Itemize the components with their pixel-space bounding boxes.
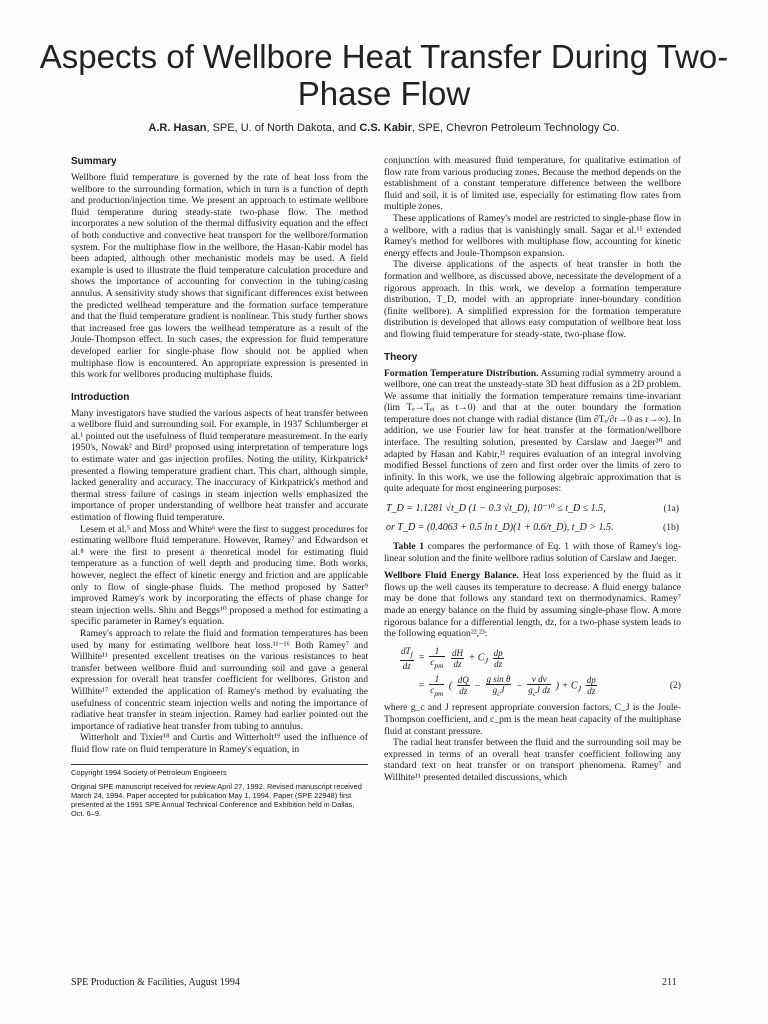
table-1-paragraph <box>384 541 681 564</box>
paper-title: Aspects of Wellbore Heat Transfer During Two-Phase Flow <box>39 38 729 112</box>
copyright-line: Copyright 1994 Society of Petroleum Engineers <box>71 767 227 777</box>
equation-1a-number: (1a) <box>663 503 679 515</box>
conversion-factors-paragraph: where g_c and J represent appropriate conversion factors, C_J is the Joule-Thompson coefficient, and c_pm is the mean heat capacity of the multiphase fluid at constant pressure. <box>384 702 681 737</box>
manuscript-history: Original SPE manuscript received for review April 27, 1992. Revised manuscript received March 24, 1994. Paper accepted for publication May 1, 1994. Paper (SPE 22948) first presented at the 1991 SPE Annual Technical Conference and Exhibition held in Dallas, Oct. 6–9. <box>71 781 362 818</box>
summary-text: Wellbore fluid temperature is governed by the rate of heat loss from the wellbore to the surrounding formation, which in turn is a function of depth and production/injection time. We present an approach to estimate wellbore fluid temperature during steady-state two-phase flow. The method incorporates a new solution of the thermal diffusivity equation and the effect of both conductive and convective heat transport for the wellbore/formation system. For the multiphase flow in the wellbore, the Hasan-Kabir model has been adapted, although other mechanistic models may be used. A field example is used to illustrate the fluid temperature calculation procedure and shows the importance of accounting for convection in the tubing/casing annulus. A sensitivity study shows that significant differences exist between the predicted wellhead temperature and the formation surface temperature and that the fluid temperature gradient is nonlinear. This study further shows that increased free gas lowers the wellhead temperature as a result of the Joule-Thompson effect. In such cases, the expression for fluid temperature developed earlier for single-phase flow should not be applied when multiphase flow is encountered. An appropriate expression is presented in this work for wellbores producing multiphase fluids. <box>71 172 368 381</box>
energy-balance-title: Wellbore Fluid Energy Balance. <box>384 570 519 582</box>
equation-1b-number: (1b) <box>663 522 679 534</box>
table-1-reference: Table 1 <box>393 541 425 553</box>
theory-heading: Theory <box>384 351 418 363</box>
right-paragraph-1: conjunction with measured fluid temperature, for qualitative estimation of flow rate from various producing zones. Because the method depends on the establishment of a constant temperature difference between the wellbore fluid and soil, it is of limited use, especially for estimating flow rates from multiple zones. <box>384 155 681 213</box>
energy-balance-text: Heat loss experienced by the fluid as it flows up the well causes its temperature to decrease. A fluid energy balance may be done that follows any standard text on thermodynamics. Ramey⁷ made an energy balance on the fluid by assuming single-phase flow. A more rigorous balance for a differential length, dz, for a two-phase system leads to the following equation²²,²³: <box>384 570 681 640</box>
page-number: 211 <box>662 977 677 988</box>
equation-1b-body: or T_D = (0.4063 + 0.5 ln t_D)(1 + 0.6/t_D), t_D > 1.5. <box>386 522 614 534</box>
right-column <box>384 155 681 784</box>
radial-heat-paragraph: The radial heat transfer between the fluid and the surrounding soil may be expressed in terms of an overall heat transfer coefficient following any standard text on heat transfer or on transport phenomena. Ramey⁷ and Willhite¹¹ presented detailed discussions, which <box>384 737 681 783</box>
intro-paragraph-3: Ramey's approach to relate the fluid and formation temperatures has been used by many for estimating wellbore heat loss.¹¹⁻¹⁶ Both Ramey⁷ and Willhite¹¹ presented excellent treatises on the various resistances to heat transfer between wellbore fluid and surrounding soil and gave a general expression for overall heat transfer coefficient for wellbores. Griston and Willhite¹⁷ extended the application of Ramey's method by evaluating the usefulness of concentric steam injection wells and noting the importance of radiative heat transfer in steam injection. Ramey had earlier pointed out the importance of radiative heat transfer from tubing to annulus. <box>71 627 368 732</box>
formation-temperature-text: Assuming radial symmetry around a wellbore, one can treat the unsteady-state 3D heat diffusion as a 2D problem. We assume that initially the formation temperature remains time-invariant (lim Tₑ→Tₑᵢ as t→0) and that at the outer boundary the formation temperature does not change with radial distance (lim ∂Tₑ/∂r→0 as r→∞). In addition, we use Fourier law for heat transfer at the formation/wellbore interface. The resulting solution, presented by Carslaw and Jaeger²⁰ and adapted by Hasan and Kabir,²¹ requires evaluation of an integral involving modified Bessel functions of zero and first order over the limits of zero to infinity. In this work, we use the following algebraic approximation that is quite adequate for most engineering purposes: <box>384 367 681 495</box>
equation-1a-body: T_D = 1.1281 √t_D (1 − 0.3 √t_D), 10⁻¹⁰ ≤ t_D ≤ 1.5, <box>386 503 606 515</box>
formation-temperature-title: Formation Temperature Distribution. <box>384 367 539 379</box>
energy-balance-paragraph <box>384 570 681 640</box>
equation-1a <box>384 503 681 514</box>
formation-temperature-paragraph <box>384 368 681 496</box>
left-column <box>71 155 368 818</box>
intro-paragraph-4: Witterholt and Tixier¹⁸ and Curtis and Witterholt¹⁹ used the influence of fluid flow rate on fluid temperature in Ramey's equation, in <box>71 732 368 755</box>
equation-2-number: (2) <box>669 680 681 692</box>
table-1-text: compares the performance of Eq. 1 with those of Ramey's log-linear solution and the finite wellbore radius solution of Carslaw and Jaeger. <box>384 541 681 564</box>
author-1: A.R. Hasan <box>148 122 207 134</box>
introduction-heading: Introduction <box>71 391 130 403</box>
intro-paragraph-1: Many investigators have studied the various aspects of heat transfer between a wellbore fluid and surrounding soil. For example, in 1937 Schlumberger et al.¹ pointed out the usefulness of fluid temperature measurement. In the early 1950's, Nowak² and Bird³ proposed using interpretation of temperature logs to estimate water and gas injection profiles. Noting the utility, Kirkpatrick⁴ presented a flowing temperature gradient chart. This chart, although simple, lacked generality and accuracy. The inaccuracy of Kirkpatrick's method and thermal stress failure of casings in steam injection wells emphasized the importance of proper understanding of wellbore heat transfer and accurate estimation of flowing fluid temperature. <box>71 407 368 524</box>
author-2: C.S. Kabir <box>359 122 412 134</box>
journal-footer: SPE Production & Facilities, August 1994 <box>71 977 240 988</box>
equation-1b <box>384 522 681 533</box>
author-line <box>30 122 738 134</box>
intro-paragraph-2: Lesem et al.⁵ and Moss and White⁶ were the first to suggest procedures for estimating wellbore fluid temperature. However, Ramey⁷ and Edwardson et al.⁸ were the first to present a theoretical model for estimating fluid temperature as a function of well depth and producing time. Both works, however, neglect the effect of kinetic energy and friction and are applicable only to flow of single-phase fluids. The method proposed by Satter⁹ improved Ramey's work by incorporating the effects of phase change for steam injection wells. Shiu and Beggs¹⁰ proposed a method for estimating a specific parameter in Ramey's equation. <box>71 523 368 628</box>
equation-2: $\frac{dT_f}{dz}$ = $\frac{1}{c_{pm}}$ $\frac{dH}{dz}$ + $C_J$ $\frac{dp}{dz}$ = $\frac{1}{c_{pm}}$ ( $\frac{dQ}{dz}$ − $\frac{\text{g sin θ}}{g_cJ}$ − $\frac{\text{v dv}}{g_cJ dz}$ ) + $C_J$ $\frac{dp}{dz}$ (2) <box>401 645 681 698</box>
right-paragraph-2: These applications of Ramey's model are restricted to single-phase flow in a wellbore, with a radius that is vanishingly small. Sagar et al.¹⁵ extended Ramey's method for wellbores with multiphase flow, accounting for kinetic energy effects and Joule-Thompson expansion. <box>384 212 681 259</box>
copyright-notice <box>71 764 368 818</box>
right-paragraph-3: The diverse applications of the aspects of heat transfer in both the formation and wellbore, as discussed above, necessitate the development of a rigorous approach. In this work, we develop a formation temperature distribution, T_D, model with an appropriate inner-boundary condition (finite wellbore). A simplified expression for the formation temperature distribution is developed that allows easy computation of wellbore heat loss and flowing fluid temperature for steady-state, two-phase flow. <box>384 259 681 340</box>
author-1-affiliation: , SPE, U. of North Dakota, and <box>206 122 360 134</box>
summary-heading: Summary <box>71 156 117 167</box>
author-2-affiliation: , SPE, Chevron Petroleum Technology Co. <box>411 122 620 134</box>
